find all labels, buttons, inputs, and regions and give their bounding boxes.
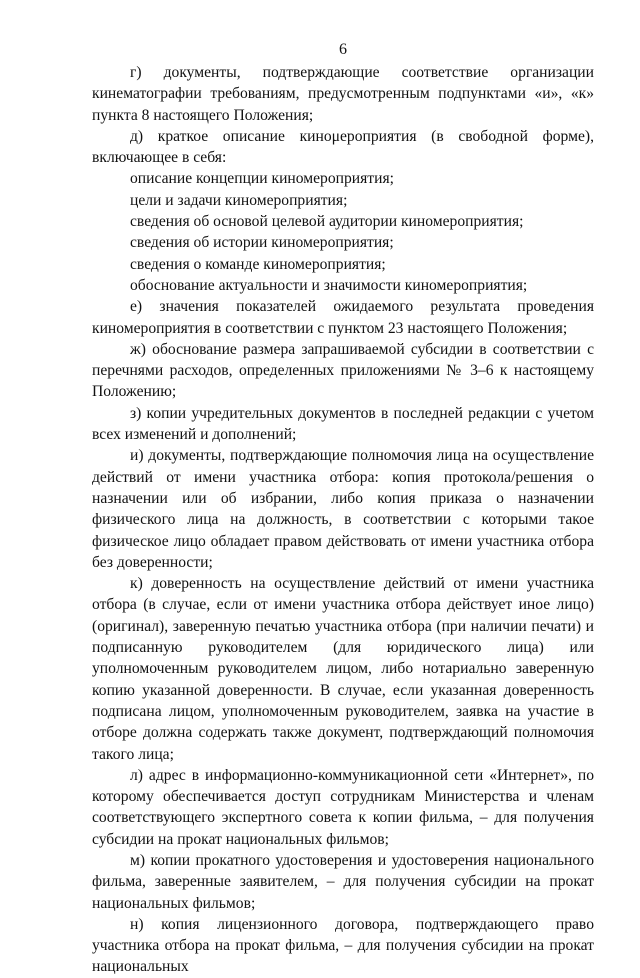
document-body [92, 62, 594, 978]
list-item: сведения об основой целевой аудитории киномероприятия; [130, 213, 524, 231]
list-item: обоснование актуальности и значимости киномероприятия; [130, 276, 528, 294]
paragraph-e: е) значения показателей ожидаемого результата проведения киномероприятия в соответствии с пунктом 23 настоящего Положения; [92, 298, 594, 337]
paragraph-k: к) доверенность на осуществление действий от имени участника отбора (в случае, если от имени участника отбора действует иное лицо) (оригинал), заверенную печатью участника отбора (при наличии печати) и подписанную руководителем (для юридического лица) или уполномоченным руководителем лицом, либо нотариально заверенную копию указанной доверенности. В случае, если указанная доверенность подписана лицом, уполномоченным руководителем, заявка на участие в отборе должна содержать также документ, подтверждающий полномочия такого лица; [92, 575, 594, 763]
paragraph-zh: ж) обоснование размера запрашиваемой субсидии в соответствии с перечнями расходов, определенных приложениями № 3–6 к настоящему Положению; [92, 340, 594, 401]
paragraph-i: и) документы, подтверждающие полномочия лица на осуществление действий от имени участника отбора: копия протокола/решения о назначении или об избрании, либо копия приказа о назначении физического лица на должность, в соответствии с которыми такое физическое лицо обладает правом действовать от имени участника отбора без доверенности; [92, 447, 594, 571]
paragraph-n: н) копия лицензионного договора, подтверждающего право участника отбора на прокат фильма, – для получения субсидии на прокат национальных [92, 915, 594, 976]
list-item: сведения о команде киномероприятия; [130, 255, 386, 273]
paragraph-m: м) копии прокатного удостоверения и удостоверения национального фильма, заверенные заявителем, – для получения субсидии на прокат национальных фильмов; [92, 851, 594, 912]
page-number: 6 [339, 41, 347, 58]
paragraph-z: з) копии учредительных документов в последней редакции с учетом всех изменений и дополнений; [92, 404, 594, 444]
list-item: сведения об истории киномероприятия; [130, 234, 394, 252]
paragraph-l: л) адрес в информационно-коммуникационной сети «Интернет», по которому обеспечивается доступ сотрудникам Министерства и членам соответствующего экспертного совета к копии фильма, – для получения субсидии на прокат национальных фильмов; [92, 766, 594, 848]
list-item: цели и задачи киномероприятия; [130, 191, 348, 209]
list-item: описание концепции киномероприятия; [130, 170, 394, 188]
paragraph-d: д) краткое описание кинομероприятия (в свободной форме), включающее в себя: [92, 127, 594, 167]
paragraph-g: г) документы, подтверждающие соответствие организации кинематографии требованиям, предусмотренным подпунктами «и», «к» пункта 8 настоящего Положения; [92, 64, 594, 124]
